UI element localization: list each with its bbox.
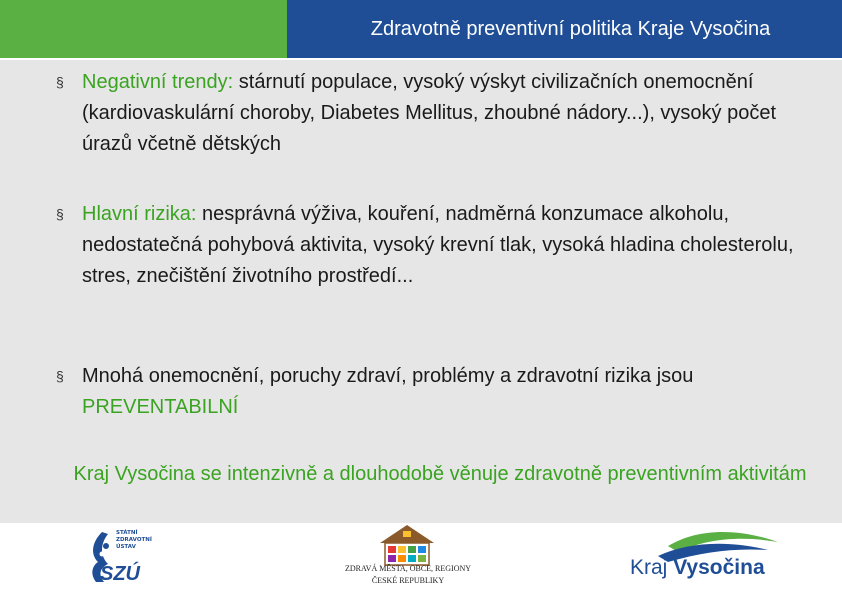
bullet-lead: Hlavní rizika:: [82, 203, 197, 225]
kraj-vysocina-wordmark: [630, 556, 765, 580]
header-bar: [0, 0, 842, 58]
kraj-vysocina-part1: Kraj: [630, 556, 668, 579]
bullet-text: [82, 361, 826, 423]
szu-line1: STÁTNÍ: [116, 530, 138, 536]
slide-title: [287, 0, 842, 58]
bullet-highlight: PREVENTABILNÍ: [82, 396, 239, 418]
bullet-marker: §: [56, 74, 64, 90]
bullet-preventable: [56, 361, 826, 423]
bullet-lead: Negativní trendy:: [82, 71, 234, 93]
header-green-block: [0, 0, 287, 58]
bullet-body: Mnohá onemocnění, poruchy zdraví, problémy a zdravotní rizika jsou: [82, 365, 694, 387]
szu-line3: ÚSTAV: [116, 544, 136, 550]
bullet-negative-trends: [56, 67, 826, 160]
slide-title-text: Zdravotně preventivní politika Kraje Vysočina: [370, 17, 771, 40]
healthy-cities-line1: ZDRAVÁ MĚSTA, OBCE, REGIONY: [344, 564, 472, 573]
closing-statement: Kraj Vysočina se intenzivně a dlouhodobě věnuje zdravotně preventivním aktivitám: [73, 463, 807, 485]
szu-line2: ZDRAVOTNÍ: [116, 537, 152, 543]
bullet-text: [82, 67, 826, 160]
bullet-body: nesprávná výživa, kouření, nadměrná konzumace alkoholu, nedostatečná pohybová aktivita, vysoký krevní tlak, vysoká hladina cholesterolu, stres, znečištění životního prostředí...: [82, 203, 794, 287]
healthy-cities-line2: ČESKÉ REPUBLIKY: [371, 576, 445, 585]
bullet-main-risks: [56, 199, 826, 292]
bullet-marker: §: [56, 368, 64, 384]
healthy-cities-text: [338, 563, 478, 587]
kraj-vysocina-part2: Vysočina: [673, 556, 765, 579]
szu-small-text: [116, 530, 152, 551]
bullet-text: [82, 199, 826, 292]
szu-abbrev: SZÚ: [100, 563, 140, 585]
bullet-body: stárnutí populace, vysoký výskyt civilizačních onemocnění (kardiovaskulární choroby, Diabetes Mellitus, zhoubné nádory...), vysoký počet úrazů včetně dětských: [82, 71, 777, 155]
bullet-marker: §: [56, 206, 64, 222]
